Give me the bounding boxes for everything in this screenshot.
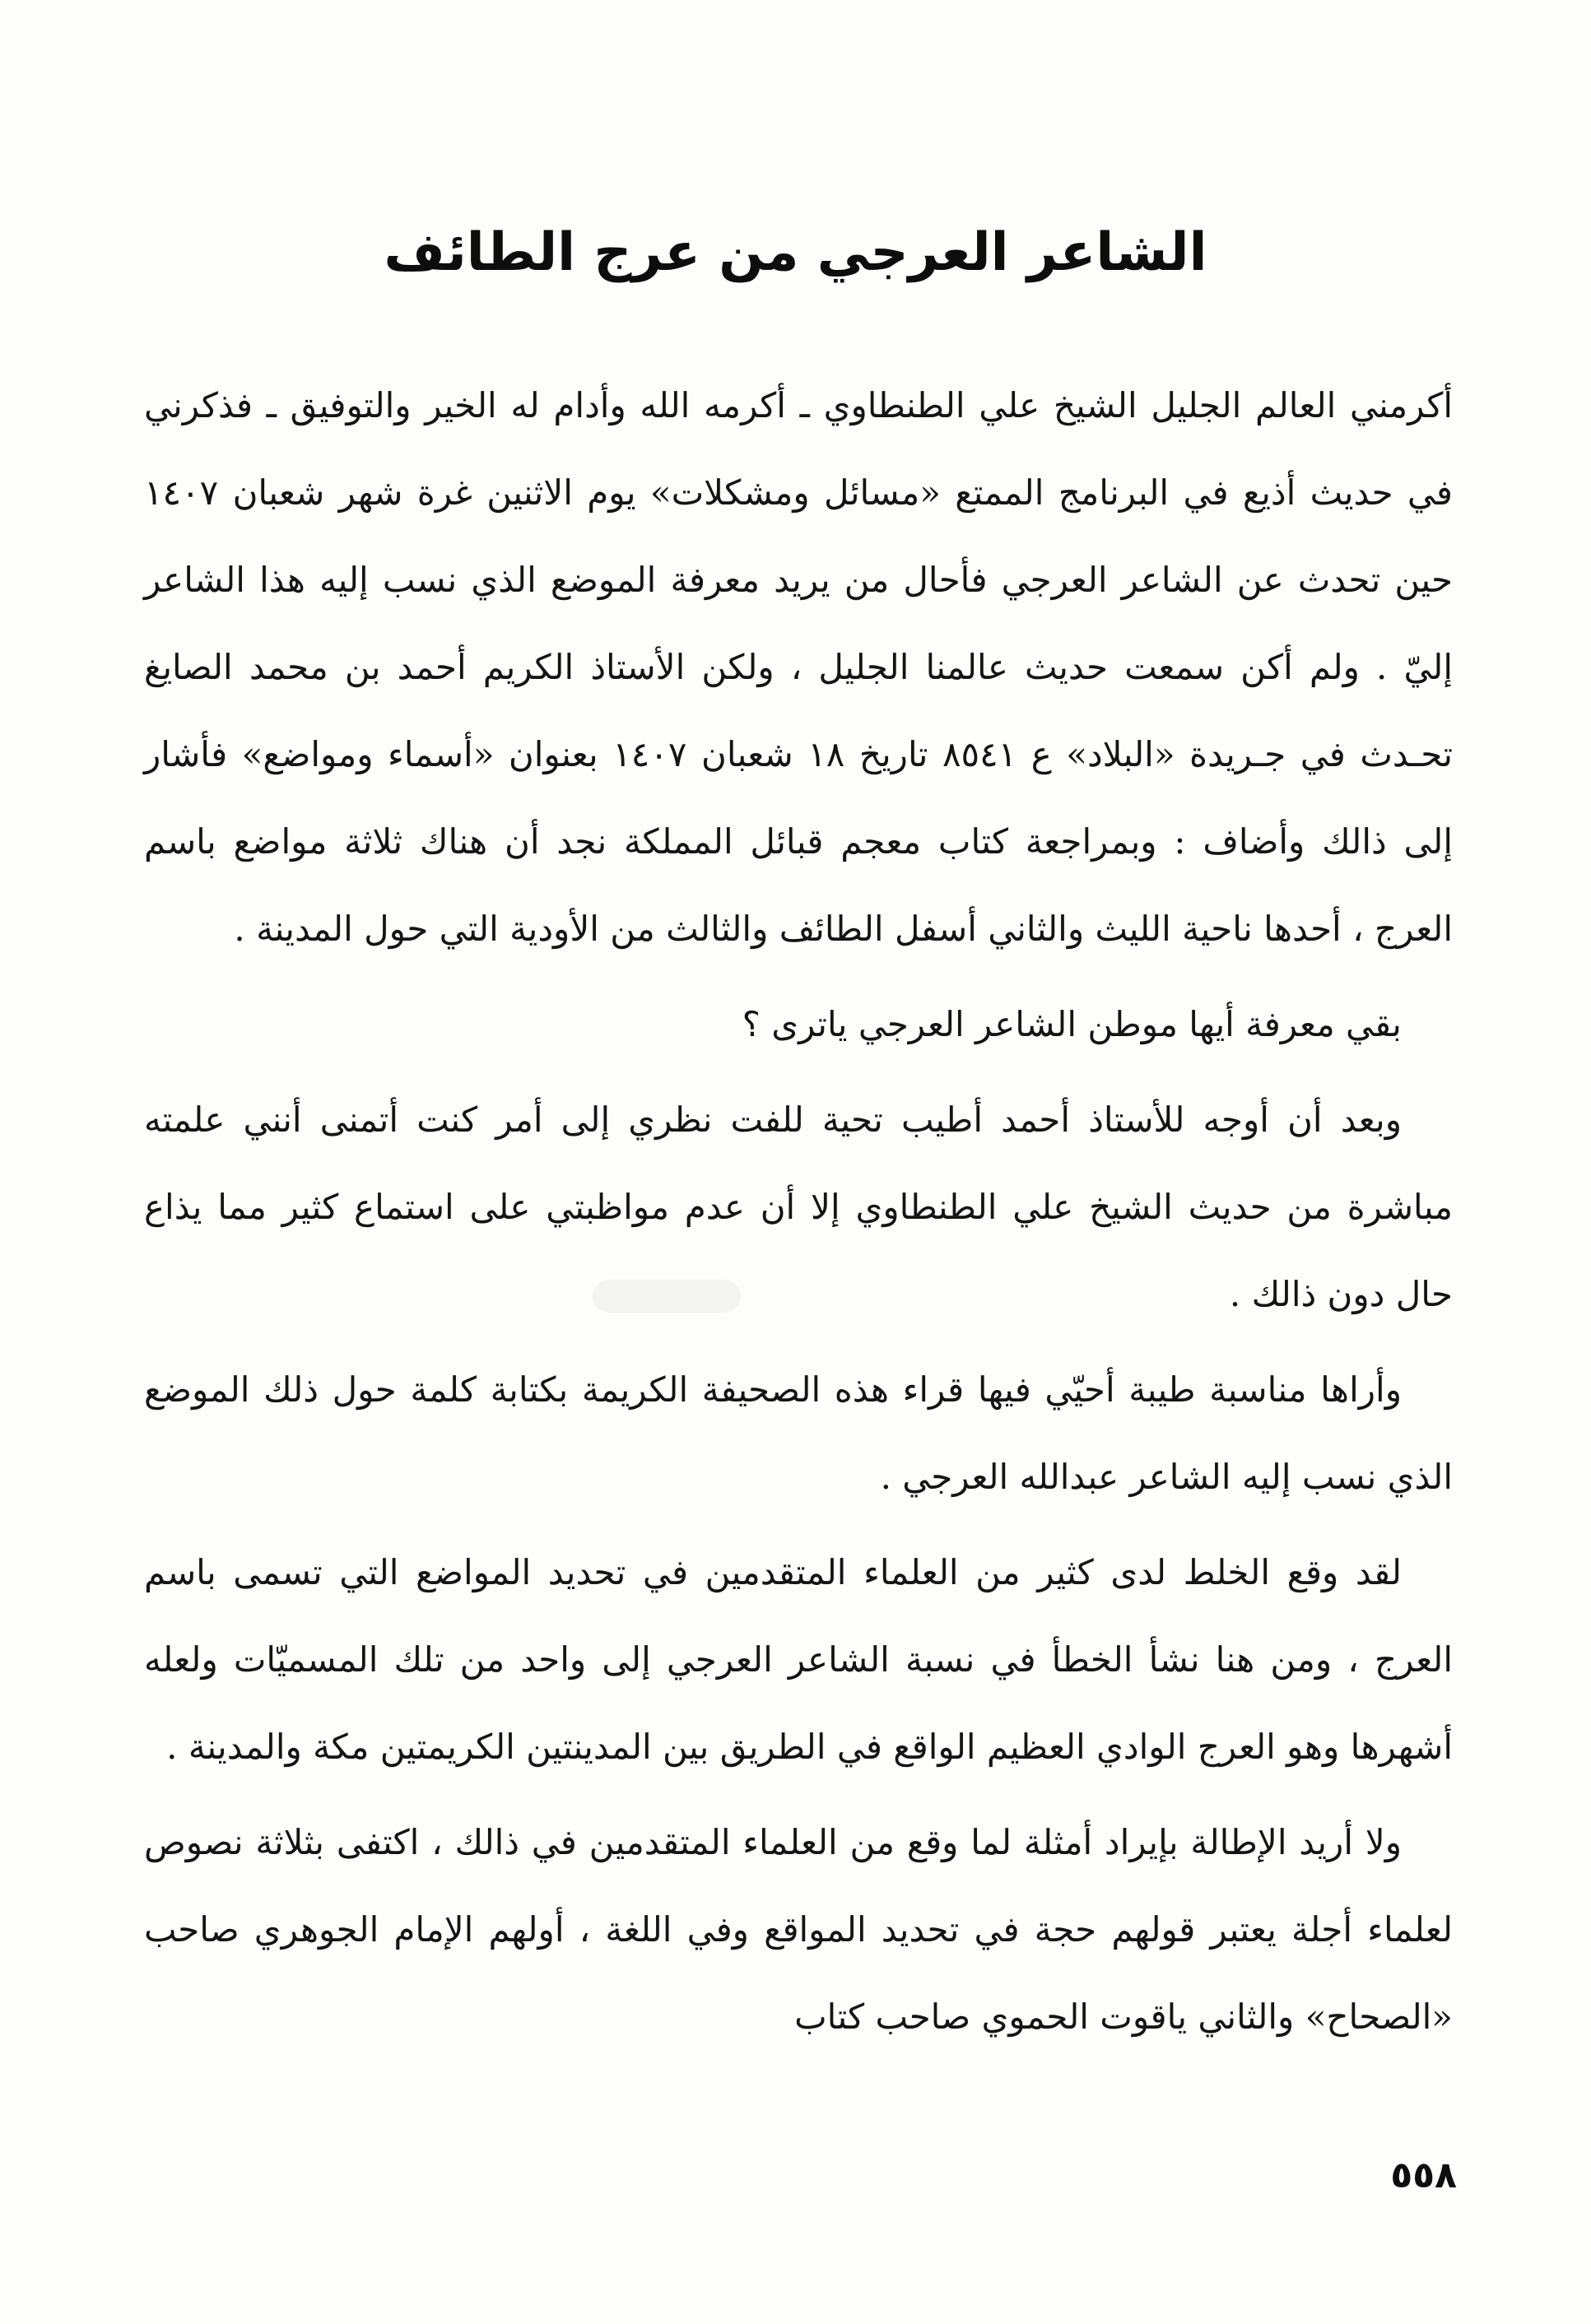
- paragraph-2: بقي معرفة أيها موطن الشاعر العرجي ياترى ؟: [742, 1004, 1402, 1044]
- paragraph-4: وأراها مناسبة طيبة أحيّي فيها قراء هذه الصحيفة الكريمة بكتابة كلمة حول ذلك الموضع الذي نسب إليه الشاعر عبدالله العرجي .: [144, 1369, 1453, 1497]
- paragraph-3: وبعد أن أوجه للأستاذ أحمد أطيب تحية للفت نظري إلى أمر كنت أتمنى أنني علمته مباشرة من حديث الشيخ علي الطنطاوي إلا أن عدم مواظبتي على استماع كثير مما يذاع حال دون ذالك .: [144, 1099, 1453, 1314]
- scan-smudge: [593, 1280, 741, 1313]
- paragraph-6: ولا أريد الإطالة بإيراد أمثلة لما وقع من العلماء المتقدمين في ذالك ، اكتفى بثلاثة نصوص لعلماء أجلة يعتبر قولهم حجة في تحديد المواقع وفي اللغة ، أولهم الإمام الجوهري صاحب «الصحاح» والثاني ياقوت الحموي صاحب كتاب: [144, 1822, 1453, 2037]
- paragraph-1: أكرمني العالم الجليل الشيخ علي الطنطاوي ـ أكرمه الله وأدام له الخير والتوفيق ـ فذكرني في حديث أذيع في البرنامج الممتع «مسائل ومشكلات» يوم الاثنين غرة شهر شعبان ١٤٠٧ حين تحدث عن الشاعر العرجي فأحال من يريد معرفة الموضع الذي نسب إليه هذا الشاعر إليّ . ولم أكن سمعت حديث عالمنا الجليل ، ولكن الأستاذ الكريم أحمد بن محمد الصايغ تحـدث في جـريدة «البلاد» ع ٨٥٤١ تاريخ ١٨ شعبان ١٤٠٧ بعنوان «أسماء ومواضع» فأشار إلى ذالك وأضاف : وبمراجعة كتاب معجم قبائل المملكة نجد أن هناك ثلاثة مواضع باسم العرج ، أحدها ناحية الليث والثاني أسفل الطائف والثالث من الأودية التي حول المدينة .: [144, 385, 1454, 949]
- paragraph-5: لقد وقع الخلط لدى كثير من العلماء المتقدمين في تحديد المواضع التي تسمى باسم العرج ، ومن هنا نشأ الخطأ في نسبة الشاعر العرجي إلى واحد من تلك المسميّات ولعله أشهرها وهو العرج الوادي العظيم الواقع في الطريق بين المدينتين الكريمتين مكة والمدينة .: [144, 1552, 1453, 1767]
- page-number: ٥٥٨: [1390, 2154, 1457, 2196]
- article-title: الشاعر العرجي من عرج الطائف: [384, 222, 1207, 283]
- article-body: [144, 362, 1453, 2061]
